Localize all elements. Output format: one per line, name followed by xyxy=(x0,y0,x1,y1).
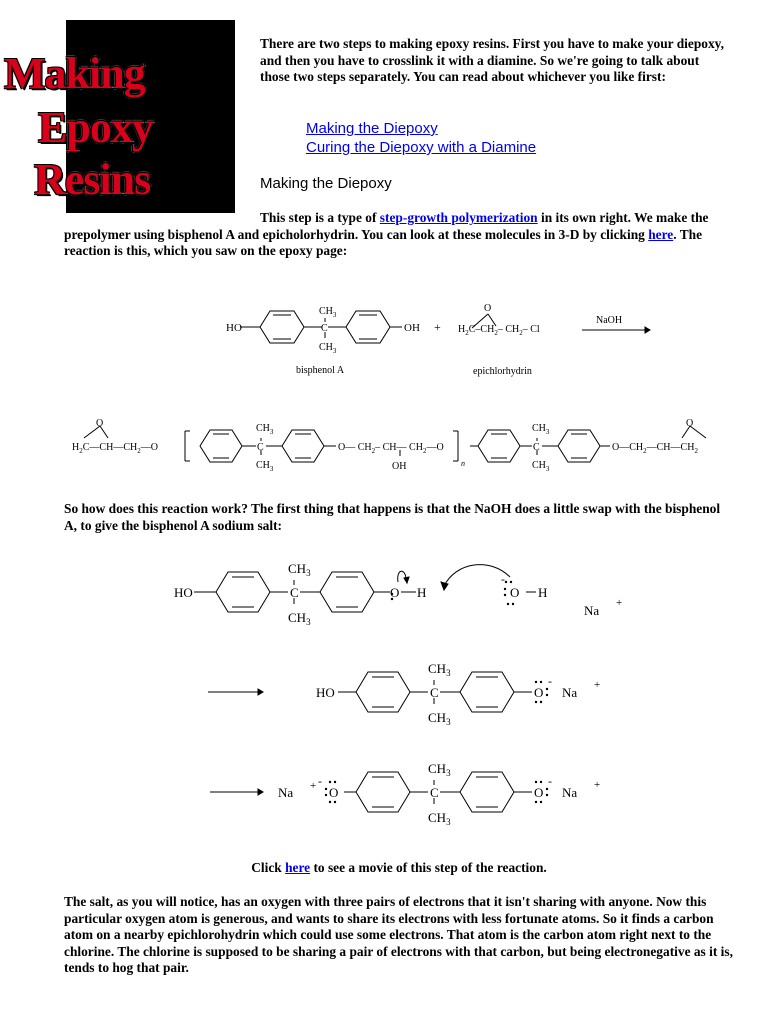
svg-text:-: - xyxy=(548,774,552,788)
svg-text:O— CH2– CH— CH2—O: O— $CH_2-$ CH— $CH_2—O$ xyxy=(338,442,444,455)
svg-text:CH3: $CH_3$ xyxy=(532,423,550,436)
svg-text:CH3: $CH_3$ xyxy=(288,610,311,627)
svg-text:O: O xyxy=(686,418,694,429)
movie-here-link[interactable]: here xyxy=(285,860,311,875)
svg-text:CH3: $CH_3$ xyxy=(288,561,311,578)
oh-label: OH xyxy=(404,322,420,334)
ch3-top: CH xyxy=(319,306,333,317)
svg-text:Na: Na xyxy=(562,785,578,800)
nav-link-diepoxy[interactable]: Making the Diepoxy xyxy=(306,120,438,137)
naoh-label: NaOH xyxy=(596,315,623,326)
svg-text:CH3: $CH_3$ xyxy=(428,810,451,827)
svg-text:+: + xyxy=(594,679,601,691)
salt-paragraph: The salt, as you will notice, has an oxygen with three pairs of electrons that it isn't sharing with anyone. Now this particular oxygen atom is generous, and wants to share its electrons with less fortunate atoms. So it finds a carbon atom on a nearby epichlorohydrin which could use some electrons. That atom is the carbon atom right next to the chlorine. The chlorine is supposed to be sharing a pair of electrons with that carbon, but being electronegative as it is, tends to hog that pair. xyxy=(64,894,733,976)
svg-text:C: C xyxy=(290,585,299,600)
svg-text:CH3: $CH_3$ xyxy=(428,710,451,727)
sodium-ion: Na xyxy=(584,603,600,618)
svg-text:O: O xyxy=(510,585,520,600)
svg-text:O: O xyxy=(390,585,400,600)
svg-text:CH3: $CH_3$ xyxy=(532,460,550,473)
epichlorhydrin-label: epichlorhydrin xyxy=(473,366,532,377)
step-text-2: in its own right. We make the prepolymer using bisphenol A and epicholorhydrin. You can look at these molecules in 3-D by clicking xyxy=(64,210,709,242)
svg-text:CH3: $CH_3$ xyxy=(428,661,451,678)
svg-text:O: O xyxy=(96,418,104,429)
svg-text:C: C xyxy=(533,442,540,453)
svg-text:C: C xyxy=(257,442,264,453)
svg-text:CH3: $CH_3$ xyxy=(428,761,451,778)
svg-text:-: - xyxy=(501,572,505,586)
ho-label: HO xyxy=(226,322,242,334)
svg-text:+: + xyxy=(310,780,317,792)
svg-text:C: C xyxy=(430,685,439,700)
svg-text:-: - xyxy=(548,674,552,688)
step-text-3: . The reaction is this, which you saw on the epoxy page: xyxy=(64,226,703,259)
svg-text:H: H xyxy=(538,585,548,600)
section-heading: Making the Diepoxy xyxy=(260,175,392,192)
movie-line: Click here to see a movie of this step of the reaction. xyxy=(251,860,547,875)
svg-text:Na: Na xyxy=(562,685,578,700)
intro-paragraph: There are two steps to making epoxy resins. First you have to make your diepoxy, and then you have to crosslink it with a diamine. So we're going to talk about those two steps separately. You can read about whichever you like first: xyxy=(260,36,724,85)
section-nav xyxy=(306,119,536,157)
svg-text:+: + xyxy=(616,597,623,609)
svg-text:CH3: $CH_3$ xyxy=(319,306,337,319)
title-word-3: Resins xyxy=(34,155,151,204)
svg-text:C: C xyxy=(430,785,439,800)
svg-text:+: + xyxy=(594,779,601,791)
svg-text:O—CH2—CH—CH2: $O—CH_2—CH—CH_2$ xyxy=(612,442,698,455)
title-word-2: Epoxy xyxy=(38,103,153,152)
prepolymer-structure xyxy=(70,416,740,480)
bisphenol-a-label: bisphenol A xyxy=(296,365,345,376)
svg-text:CH3: $CH_3$ xyxy=(256,460,274,473)
svg-text:HO: HO xyxy=(174,585,193,600)
repeat-n: n xyxy=(461,459,465,468)
svg-text:H2C—CH—CH2—O: $H_2C—CH—CH_2—O$ xyxy=(72,442,158,455)
svg-text:HO: HO xyxy=(316,685,335,700)
mechanism-step-2 xyxy=(200,658,620,730)
here-3d-link[interactable]: here xyxy=(648,226,674,242)
svg-text:CH3: $CH_3$ xyxy=(319,342,337,355)
ch3-bottom: CH xyxy=(319,342,333,353)
mechanism-step-1 xyxy=(160,552,640,632)
svg-text:O: O xyxy=(534,785,544,800)
svg-text:H2C–CH2– CH2– Cl: $H_2C-CH_2-$ $CH_2-$ Cl xyxy=(458,324,540,337)
svg-text:OH: OH xyxy=(392,461,407,472)
c-center: C xyxy=(321,323,328,334)
title-word-1: Making xyxy=(4,49,145,98)
mechanism-paragraph: So how does this reaction work? The first thing that happens is that the NaOH does a little swap with the bisphenol A, to give the bisphenol A sodium salt: xyxy=(64,501,721,533)
step-growth-link[interactable]: step-growth polymerization xyxy=(379,210,538,225)
svg-text:-: - xyxy=(318,774,322,788)
svg-text:Na: Na xyxy=(278,785,294,800)
step-paragraph xyxy=(64,210,734,260)
plus-sign: + xyxy=(434,320,441,334)
svg-text:CH3: $CH_3$ xyxy=(256,423,274,436)
epoxide-o: O xyxy=(484,303,492,314)
mechanism-step-3 xyxy=(200,756,620,828)
reaction-diagram-1 xyxy=(220,298,660,388)
svg-text:H: H xyxy=(417,585,427,600)
nav-link-curing[interactable]: Curing the Diepoxy with a Diamine xyxy=(306,139,537,156)
step-text-1: This step is a type of xyxy=(260,210,380,225)
svg-text:O: O xyxy=(534,685,544,700)
svg-text:O: O xyxy=(329,785,339,800)
